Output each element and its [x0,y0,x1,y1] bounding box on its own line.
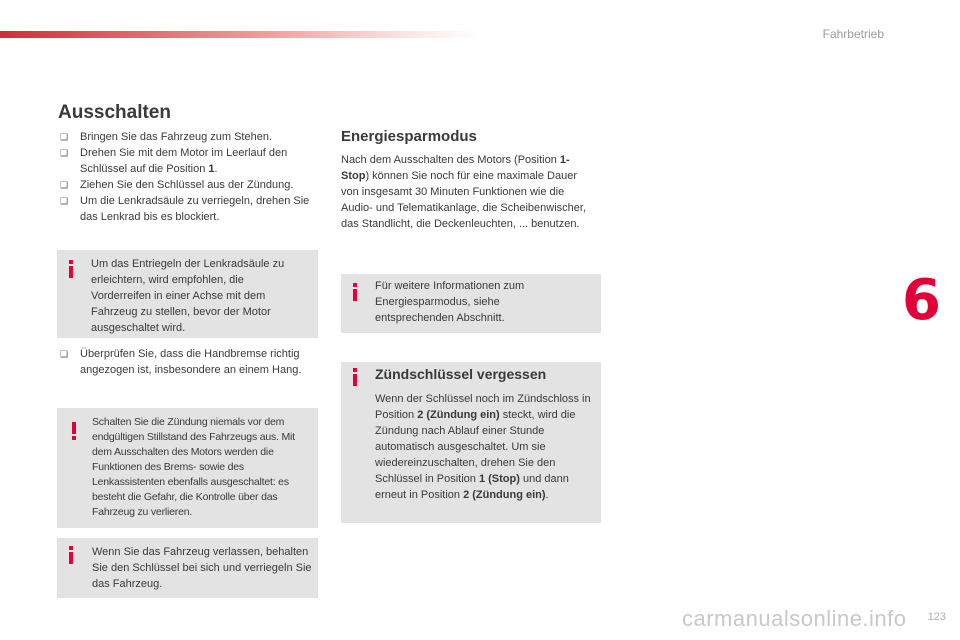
checkbox-bullet-icon: ❑ [59,349,69,359]
shutdown-steps-list [58,129,320,225]
page-number: 123 [927,611,946,623]
list-item: ❑ Überprüfen Sie, dass die Handbremse richtig angezogen ist, insbesondere an einem Hang. [59,348,302,376]
section-title-energiesparmodus: Energiesparmodus [341,128,477,145]
info-icon [350,283,360,301]
forgotten-key-title: Zündschlüssel vergessen [375,366,547,382]
checkbox-bullet-icon: ❑ [59,148,69,158]
forgotten-key-text: Wenn der Schlüssel noch im Zündschloss in Position 2 (Zündung ein) steckt, wird die Zündung nach Ablauf einer Stunde automatisch ausgeschaltet. Um sie wiedereinzuschalten, drehen Sie den Schlüssel in Position 1 (Stop) und dann erneut in Position 2 (Zündung ein). [375,393,591,501]
section-title-ausschalten: Ausschalten [58,102,171,123]
forgotten-key-box [341,362,601,523]
header-accent-bar [0,31,480,38]
handbrake-step-list [58,346,320,378]
info-text: Für weitere Informationen zum Energiesparmodus, siehe entsprechenden Abschnitt. [375,280,525,324]
list-item: ❑ Bringen Sie das Fahrzeug zum Stehen. [59,131,273,143]
warning-icon [69,422,79,440]
energy-saving-paragraph: Nach dem Ausschalten des Motors (Position 1-Stop) können Sie noch für eine maximale Dauer von insgesamt 30 Minuten Funktionen wie die Audio- und Telematikanlage, die Scheibenwischer, das Standlicht, die Deckenleuchten, ... benutzen. [341,154,587,230]
info-box-energy-saving [341,274,601,333]
section-label: Fahrbetrieb [822,27,884,41]
warning-box [57,408,318,528]
list-item: ❑ Ziehen Sie den Schlüssel aus der Zündung. [59,179,294,191]
info-box-steering-lock [57,250,318,338]
info-icon [66,260,76,278]
watermark: carmanualsonline.info [682,606,907,631]
info-icon [350,368,360,386]
checkbox-bullet-icon: ❑ [59,196,69,206]
list-item: ❑ Drehen Sie mit dem Motor im Leerlauf den Schlüssel auf die Position 1. [59,147,288,175]
list-item: ❑ Um die Lenkradsäule zu verriegeln, drehen Sie das Lenkrad bis es blockiert. [59,195,310,223]
info-text: Wenn Sie das Fahrzeug verlassen, behalten Sie den Schlüssel bei sich und verriegeln Sie das Fahrzeug. [92,546,312,590]
info-box-leaving-vehicle [57,538,318,598]
warning-text: Schalten Sie die Zündung niemals vor dem endgültigen Stillstand des Fahrzeugs aus. Mit dem Ausschalten des Motors werden die Funktionen des Brems- sowie des Lenkassistenten ebenfalls ausgeschaltet: es besteht die Gefahr, die Kontrolle über das Fahrzeug zu verlieren. [92,416,295,518]
checkbox-bullet-icon: ❑ [59,132,69,142]
info-text: Um das Entriegeln der Lenkradsäule zu erleichtern, wird empfohlen, die Vorderreifen in einer Achse mit dem Fahrzeug zu stellen, bevor der Motor ausgeschaltet wird. [91,258,285,334]
chapter-number: 6 [902,268,941,333]
info-icon [66,546,76,564]
checkbox-bullet-icon: ❑ [59,180,69,190]
